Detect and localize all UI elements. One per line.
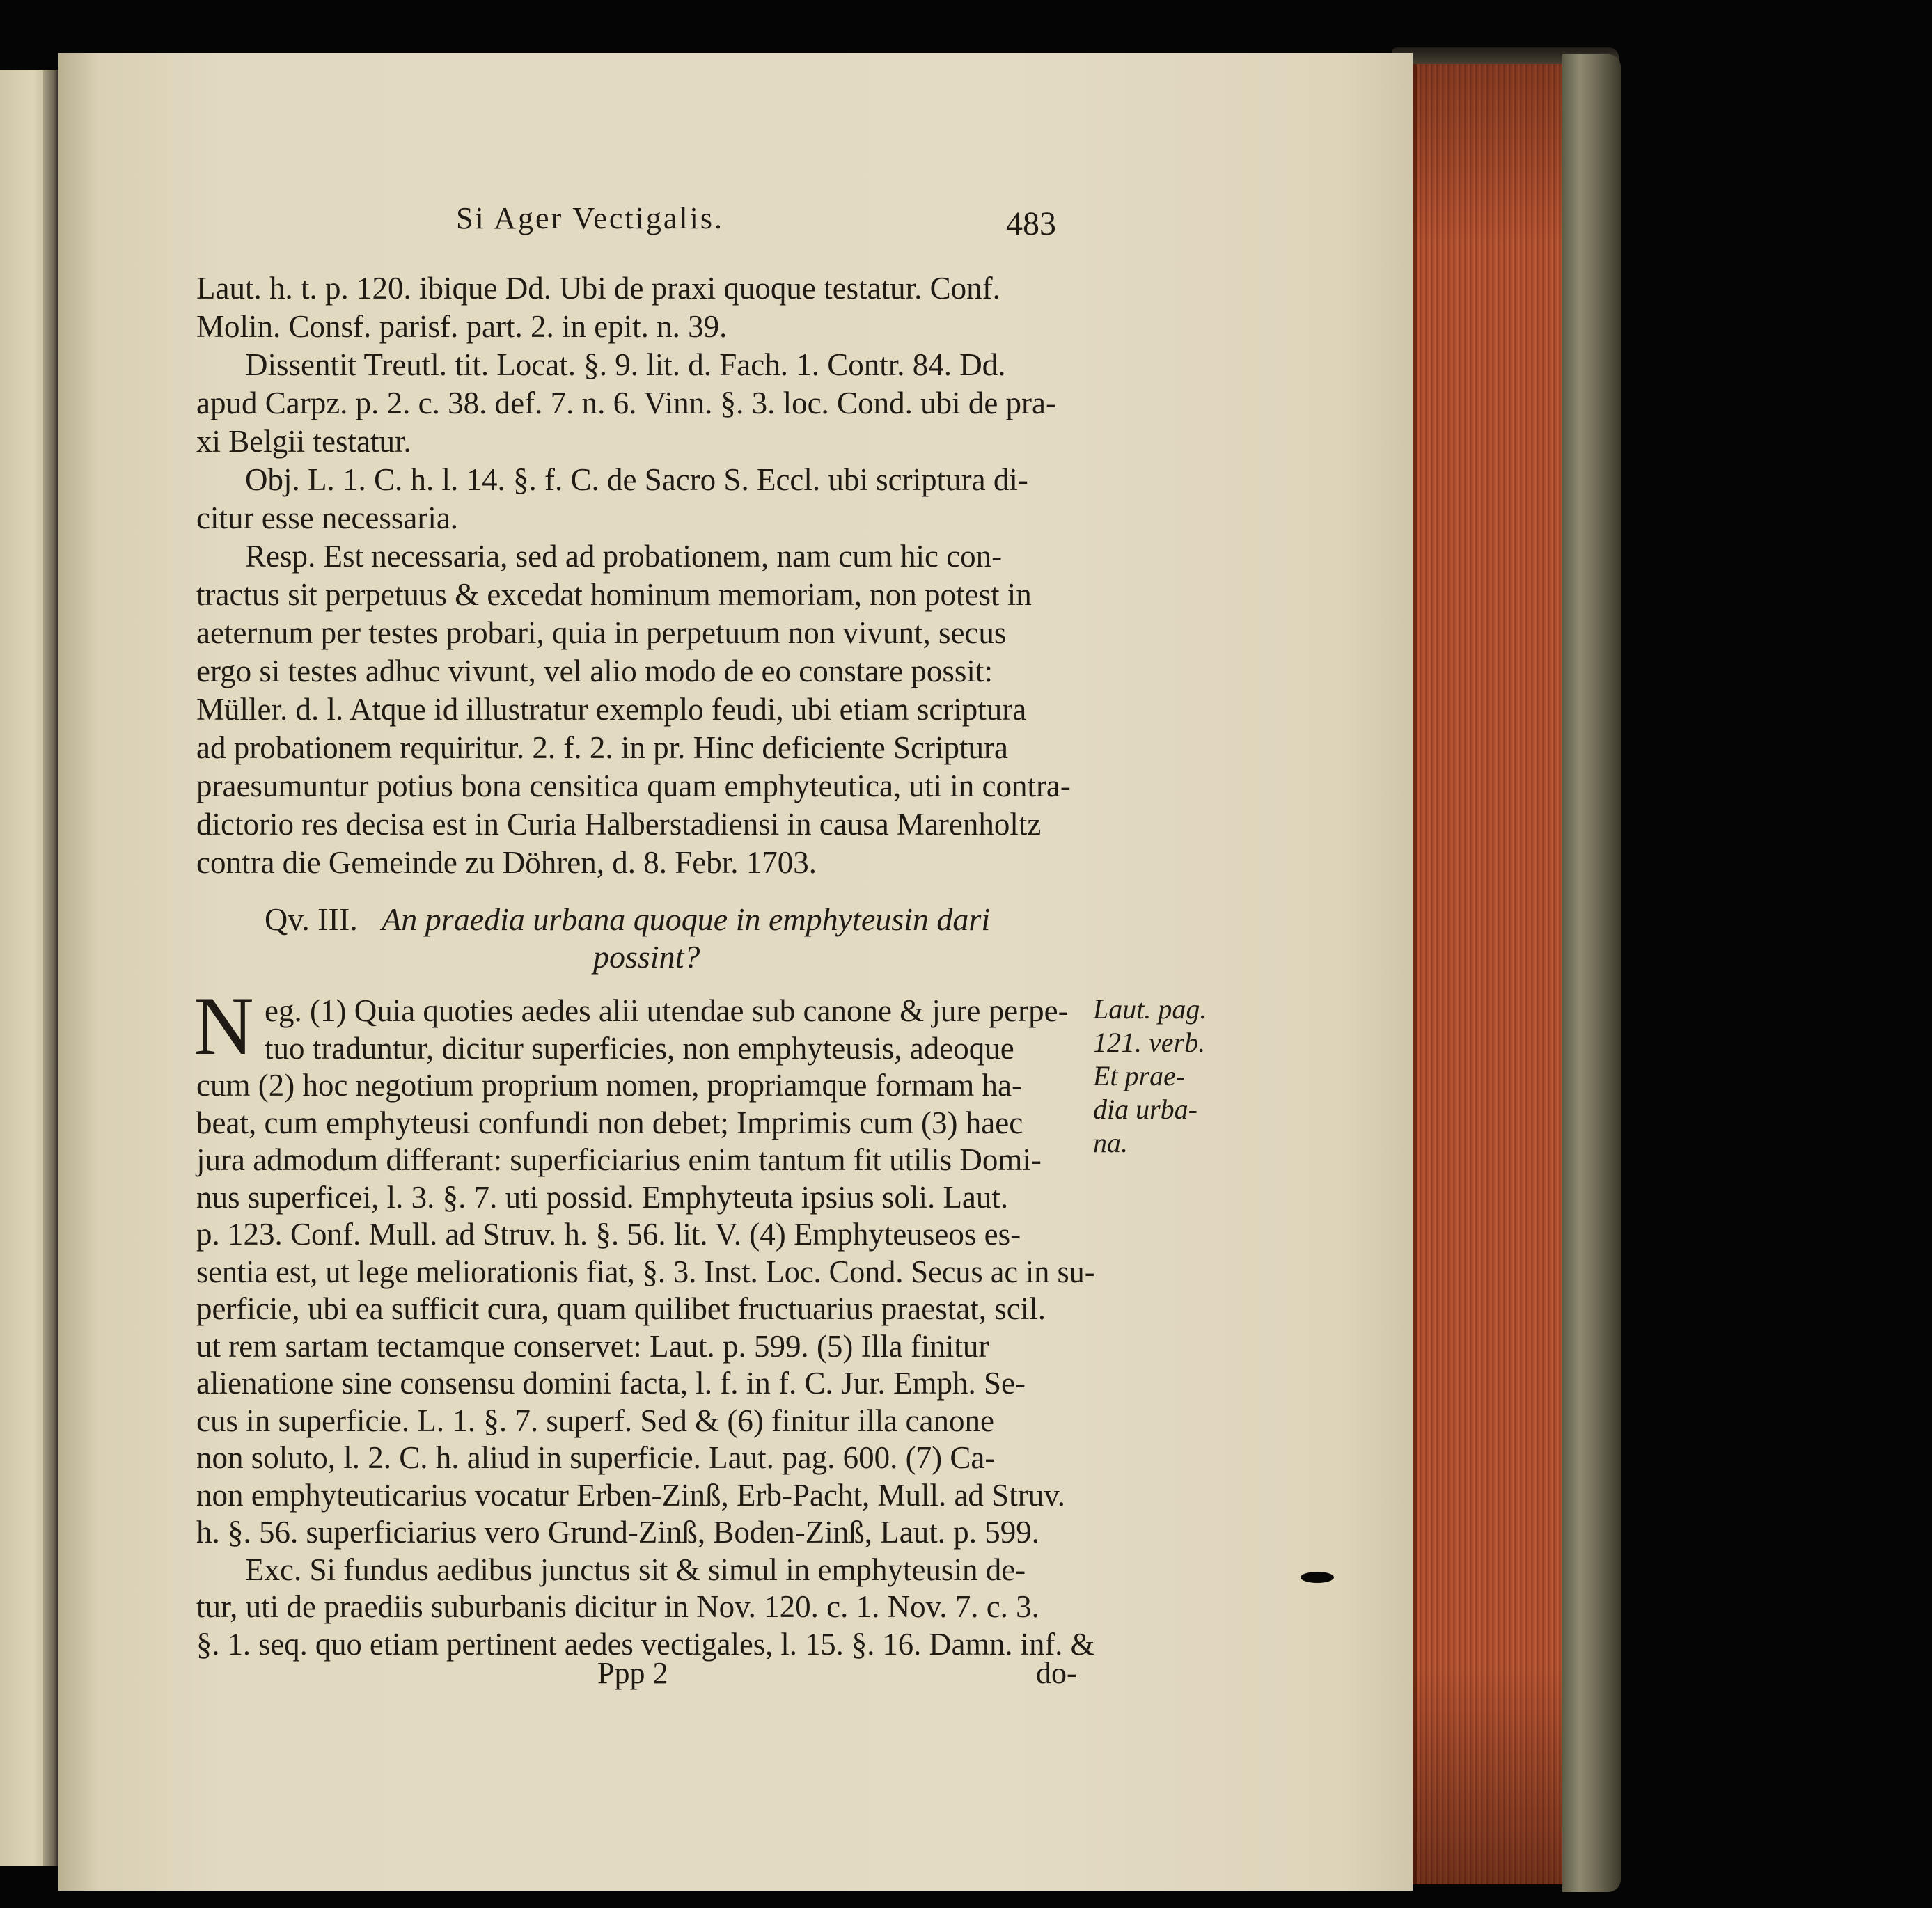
line-13: ad probationem requiritur. 2. f. 2. in pr. Hinc deficiente Scriptura bbox=[196, 730, 1008, 765]
line-5: xi Belgii testatur. bbox=[196, 424, 411, 459]
line-9: tractus sit perpetuus & excedat hominum memoriam, non potest in bbox=[196, 577, 1032, 612]
line-15: h. §. 56. superficiarius vero Grund-Zinß, Boden-Zinß, Laut. p. 599. bbox=[196, 1515, 1040, 1550]
line-12: cus in superficie. L. 1. §. 7. superf. Sed & (6) finitur illa canone bbox=[196, 1403, 994, 1438]
running-head: Si Ager Vectigalis. bbox=[456, 201, 724, 235]
side-note-3: Et prae- bbox=[1093, 1060, 1186, 1091]
line-16: contra die Gemeinde zu Döhren, d. 8. Febr. 1703. bbox=[196, 845, 817, 880]
line-17: tur, uti de praediis suburbanis dicitur in Nov. 120. c. 1. Nov. 7. c. 3. bbox=[196, 1589, 1039, 1624]
side-note-5: na. bbox=[1093, 1127, 1128, 1158]
line-16: Exc. Si fundus aedibus junctus sit & simul in emphyteusin de- bbox=[245, 1552, 1026, 1587]
line-10: aeternum per testes probari, quia in perpetuum non vivunt, secus bbox=[196, 615, 1007, 650]
line-1: Laut. h. t. p. 120. ibique Dd. Ubi de praxi quoque testatur. Conf. bbox=[196, 271, 1000, 306]
line-2: Molin. Consf. parisf. part. 2. in epit. n. 39. bbox=[196, 309, 728, 344]
line-6: nus superficei, l. 3. §. 7. uti possid. Emphyteuta ipsius soli. Laut. bbox=[196, 1179, 1009, 1215]
book-cover-board bbox=[1562, 54, 1621, 1892]
line-8: sentia est, ut lege meliorationis fiat, §. 3. Inst. Loc. Cond. Secus ac in su- bbox=[196, 1254, 1095, 1289]
line-3: Dissentit Treutl. tit. Locat. §. 9. lit. d. Fach. 1. Contr. 84. Dd. bbox=[245, 347, 1006, 382]
catchword: do- bbox=[1036, 1656, 1077, 1690]
side-note-2: 121. verb. bbox=[1093, 1027, 1206, 1058]
line-14: non emphyteuticarius vocatur Erben-Zinß, Erb-Pacht, Mull. ad Struv. bbox=[196, 1477, 1066, 1513]
line-6: Obj. L. 1. C. h. l. 14. §. f. C. de Sacro S. Eccl. ubi scriptura di- bbox=[245, 462, 1028, 497]
line-1: eg. (1) Quia quoties aedes alii utendae sub canone & jure perpe- bbox=[265, 993, 1069, 1028]
line-4: apud Carpz. p. 2. c. 38. def. 7. n. 6. Vinn. §. 3. loc. Cond. ubi de pra- bbox=[196, 386, 1056, 420]
drop-cap: N bbox=[194, 979, 254, 1072]
line-2: tuo traduntur, dicitur superficies, non emphyteusis, adeoque bbox=[265, 1030, 1014, 1066]
line-4: beat, cum emphyteusi confundi non debet; Imprimis cum (3) haec bbox=[196, 1105, 1023, 1140]
line-8: Resp. Est necessaria, sed ad probationem, nam cum hic con- bbox=[245, 539, 1003, 574]
ink-blot bbox=[1301, 1572, 1334, 1583]
question-label: Qv. III. bbox=[265, 901, 358, 937]
line-14: praesumuntur potius bona censitica quam emphyteutica, uti in contra- bbox=[196, 768, 1071, 803]
side-note-1: Laut. pag. bbox=[1093, 993, 1207, 1025]
line-12: Müller. d. l. Atque id illustratur exemplo feudi, ubi etiam scriptura bbox=[196, 692, 1027, 727]
question-title-line-2: possint? bbox=[593, 939, 700, 975]
side-note-4: dia urba- bbox=[1093, 1094, 1197, 1125]
question-title-line-1: An praedia urbana quoque in emphyteusin dari bbox=[382, 901, 991, 937]
line-13: non soluto, l. 2. C. h. aliud in superficie. Laut. pag. 600. (7) Ca- bbox=[196, 1440, 996, 1475]
line-11: alienatione sine consensu domini facta, l. f. in f. C. Jur. Emph. Se- bbox=[196, 1366, 1026, 1401]
line-15: dictorio res decisa est in Curia Halberstadiensi in causa Marenholtz bbox=[196, 807, 1042, 842]
line-5: jura admodum differant: superficiarius enim tantum fit utilis Domi- bbox=[196, 1142, 1042, 1177]
line-18: §. 1. seq. quo etiam pertinent aedes vectigales, l. 15. §. 16. Damn. inf. & bbox=[196, 1626, 1095, 1662]
question-heading bbox=[265, 901, 991, 937]
page-edge-shade bbox=[1413, 64, 1562, 1884]
gutter-shadow bbox=[43, 70, 58, 1866]
line-10: ut rem sartam tectamque conservet: Laut. p. 599. (5) Illa finitur bbox=[196, 1328, 989, 1364]
line-7: citur esse necessaria. bbox=[196, 500, 459, 535]
signature-mark: Ppp 2 bbox=[597, 1656, 668, 1690]
line-9: perficie, ubi ea sufficit cura, quam quilibet fructuarius praestat, scil. bbox=[196, 1291, 1046, 1326]
line-11: ergo si testes adhuc vivunt, vel alio modo de eo constare possit: bbox=[196, 654, 993, 688]
page-number: 483 bbox=[1006, 205, 1056, 242]
line-3: cum (2) hoc negotium proprium nomen, propriamque formam ha- bbox=[196, 1068, 1022, 1103]
line-7: p. 123. Conf. Mull. ad Struv. h. §. 56. lit. V. (4) Emphyteuseos es- bbox=[196, 1217, 1021, 1252]
